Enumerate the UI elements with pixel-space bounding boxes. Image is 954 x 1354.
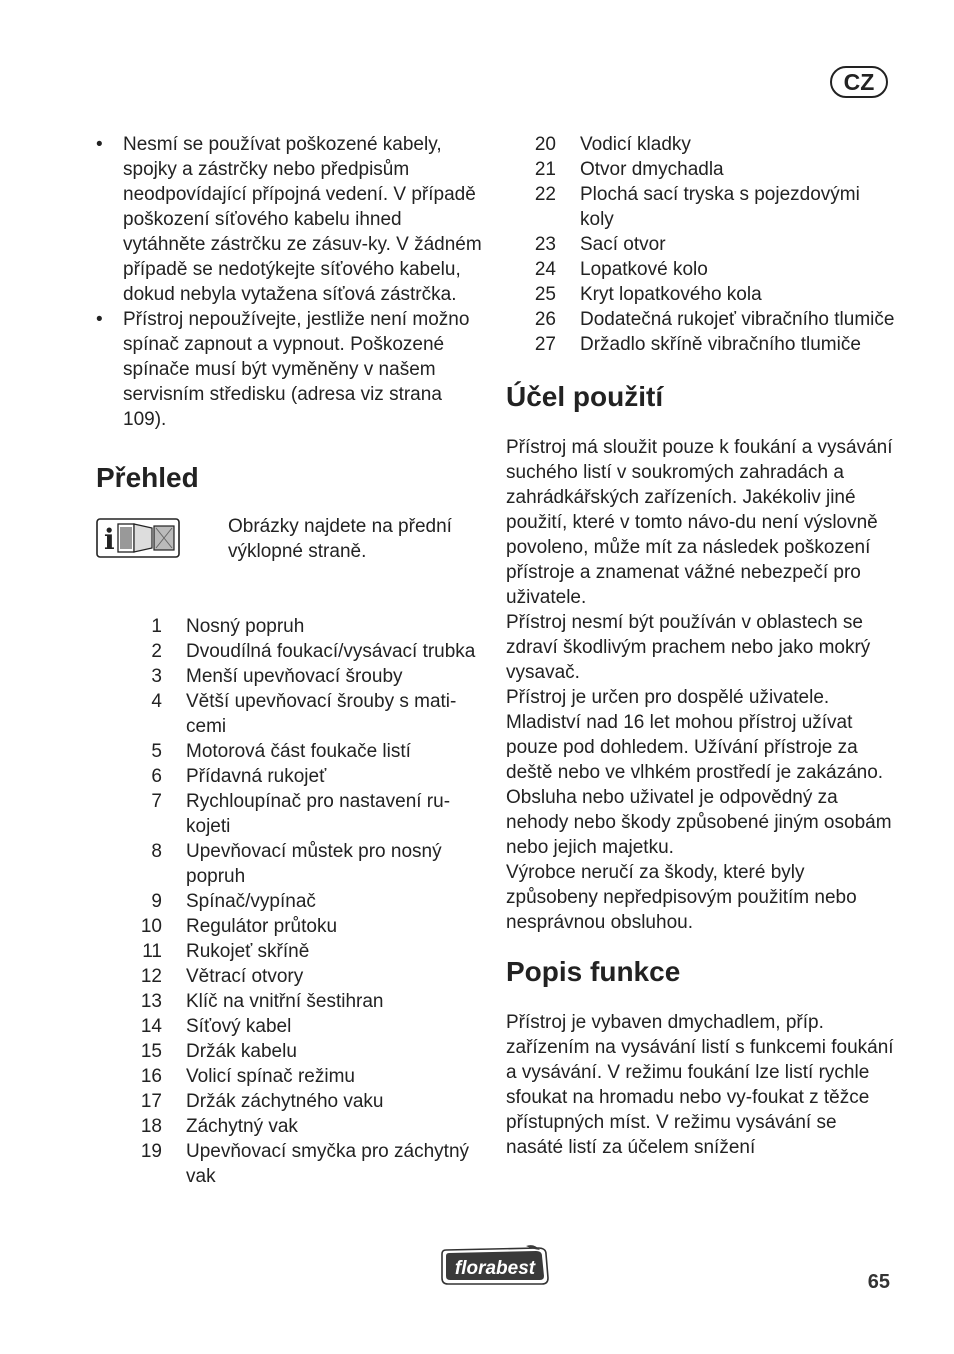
part-label: Rychloupínač pro nastavení ru-kojeti bbox=[186, 791, 451, 837]
part-label: Síťový kabel bbox=[186, 1016, 292, 1037]
florabest-logo bbox=[438, 1244, 552, 1288]
heading-overview: Přehled bbox=[96, 462, 199, 493]
bullet-item: • Přístroj nepoužívejte, jestliže není možno spínač zapnout a vypnout. Poškozené spínače musí být vyměněny v našem servisním středisku (adresa viz strana 109). bbox=[96, 307, 488, 432]
list-item bbox=[490, 332, 898, 357]
page-number: 65 bbox=[867, 1271, 890, 1293]
svg-text:i: i bbox=[104, 523, 115, 556]
part-label: Motorová část foukače listí bbox=[186, 741, 411, 762]
list-item bbox=[96, 1064, 488, 1089]
list-item bbox=[490, 182, 898, 232]
part-label: Kryt lopatkového kola bbox=[580, 284, 762, 305]
part-number: 17 bbox=[140, 1091, 162, 1112]
part-number: 11 bbox=[142, 941, 162, 962]
parts-list-left bbox=[96, 614, 488, 1189]
part-label: Otvor dmychadla bbox=[580, 159, 724, 180]
parts-list-right bbox=[490, 132, 898, 357]
paragraph: Obsluha nebo uživatel je odpovědný za nehody nebo škody způsobené jiným osobám nebo jejich majetku. bbox=[506, 787, 892, 858]
heading-function-description: Popis funkce bbox=[506, 956, 681, 987]
part-number: 21 bbox=[534, 159, 556, 180]
bullet-item: • Nesmí se používat poškozené kabely, spojky a zástrčky nebo předpisům neodpovídající přípojná vedení. V případě poškození síťového kabelu ihned vytáhněte zástrčku ze zásuv-ky. V žádném případě se nedotýkejte síťového kabelu, dokud nebyla vytažena síťová zástrčka. bbox=[96, 132, 488, 307]
part-number: 10 bbox=[140, 916, 162, 937]
part-number: 27 bbox=[534, 334, 556, 355]
part-label: Rukojeť skříně bbox=[186, 941, 310, 962]
list-item bbox=[96, 664, 488, 689]
paragraph: Výrobce neručí za škody, které byly způsobeny nepředpisovým použitím nebo nesprávnou obsluhou. bbox=[506, 862, 857, 933]
part-label: Upevňovací můstek pro nosný popruh bbox=[186, 841, 442, 887]
part-label: Větší upevňovací šrouby s mati-cemi bbox=[186, 691, 457, 737]
list-item bbox=[490, 132, 898, 157]
part-number: 12 bbox=[140, 966, 162, 987]
part-label: Regulátor průtoku bbox=[186, 916, 338, 937]
list-item bbox=[96, 689, 488, 739]
part-label: Volicí spínač režimu bbox=[186, 1066, 355, 1087]
list-item bbox=[96, 914, 488, 939]
part-label: Větrací otvory bbox=[186, 966, 304, 987]
part-number: 7 bbox=[151, 791, 162, 812]
function-description-text bbox=[506, 1010, 898, 1160]
part-number: 26 bbox=[534, 309, 556, 330]
info-foldout-icon bbox=[96, 518, 180, 558]
paragraph: Přístroj nesmí být používán v oblastech se zdraví škodlivým prachem nebo jako mokrý vysavač. bbox=[506, 612, 871, 683]
part-number: 19 bbox=[140, 1141, 162, 1162]
part-number: 6 bbox=[151, 766, 162, 787]
part-label: Sací otvor bbox=[580, 234, 666, 255]
part-label: Držák záchytného vaku bbox=[186, 1091, 384, 1112]
part-number: 9 bbox=[151, 891, 162, 912]
part-number: 13 bbox=[140, 991, 162, 1012]
intended-use-text bbox=[506, 435, 898, 935]
part-label: Upevňovací smyčka pro záchytný vak bbox=[186, 1141, 470, 1187]
list-item bbox=[490, 307, 898, 332]
part-number: 8 bbox=[151, 841, 162, 862]
list-item bbox=[490, 157, 898, 182]
part-label: Plochá sací tryska s pojezdovými koly bbox=[580, 184, 860, 230]
part-label: Nosný popruh bbox=[186, 616, 305, 637]
list-item bbox=[96, 989, 488, 1014]
paragraph: Přístroj je určen pro dospělé uživatele. Mladiství nad 16 let mohou přístroj užívat pouze pod dohledem. Užívání přístroje za deště nebo ve vlhkém prostředí je zakázáno. bbox=[506, 687, 884, 783]
list-item bbox=[96, 789, 488, 839]
part-number: 23 bbox=[534, 234, 556, 255]
part-number: 16 bbox=[140, 1066, 162, 1087]
safety-bullet-list bbox=[96, 132, 488, 432]
part-label: Záchytný vak bbox=[186, 1116, 298, 1137]
part-label: Lopatkové kolo bbox=[580, 259, 708, 280]
heading-intended-use: Účel použití bbox=[506, 381, 664, 412]
part-number: 24 bbox=[534, 259, 556, 280]
part-number: 14 bbox=[140, 1016, 162, 1037]
list-item bbox=[490, 232, 898, 257]
part-label: Dvoudílná foukací/vysávací trubka bbox=[186, 641, 476, 662]
list-item bbox=[96, 1039, 488, 1064]
part-label: Držadlo skříně vibračního tlumiče bbox=[580, 334, 861, 355]
list-item bbox=[96, 1089, 488, 1114]
list-item bbox=[96, 839, 488, 889]
list-item bbox=[96, 764, 488, 789]
part-number: 22 bbox=[534, 184, 556, 205]
part-label: Přídavná rukojeť bbox=[186, 766, 327, 787]
part-number: 25 bbox=[534, 284, 556, 305]
language-badge: CZ bbox=[830, 66, 888, 98]
part-number: 5 bbox=[151, 741, 162, 762]
right-column bbox=[506, 132, 898, 1160]
list-item bbox=[96, 639, 488, 664]
part-number: 20 bbox=[534, 134, 556, 155]
list-item bbox=[96, 939, 488, 964]
paragraph: Přístroj je vybaven dmychadlem, příp. zařízením na vysávání listí s funkcemi foukání a vysávání. V režimu foukání lze listí rychle sfoukat na hromadu nebo vy-foukat z těžce přístupných míst. V režimu vysávání se nasáté listí za účelem snížení bbox=[506, 1012, 894, 1158]
part-label: Menší upevňovací šrouby bbox=[186, 666, 403, 687]
part-number: 1 bbox=[151, 616, 162, 637]
part-number: 15 bbox=[140, 1041, 162, 1062]
paragraph: Přístroj má sloužit pouze k foukání a vysávání suchého listí v soukromých zahradách a zahrádkářských zařízeních. Jakékoliv jiné použití, které v tomto návo-du není výslovně povoleno, může mít za následek poškození přístroje a znamenat vážné nebezpečí pro uživatele. bbox=[506, 437, 893, 608]
info-note bbox=[96, 514, 488, 576]
list-item bbox=[96, 889, 488, 914]
list-item bbox=[490, 282, 898, 307]
list-item bbox=[490, 257, 898, 282]
list-item bbox=[96, 1014, 488, 1039]
part-number: 2 bbox=[151, 641, 162, 662]
part-label: Vodicí kladky bbox=[580, 134, 691, 155]
part-label: Dodatečná rukojeť vibračního tlumiče bbox=[580, 309, 895, 330]
part-number: 3 bbox=[151, 666, 162, 687]
part-number: 4 bbox=[151, 691, 162, 712]
list-item bbox=[96, 739, 488, 764]
part-label: Klíč na vnitřní šestihran bbox=[186, 991, 384, 1012]
list-item bbox=[96, 614, 488, 639]
logo-text: florabest bbox=[454, 1258, 536, 1279]
list-item bbox=[96, 1139, 488, 1189]
part-label: Držák kabelu bbox=[186, 1041, 297, 1062]
part-label: Spínač/vypínač bbox=[186, 891, 316, 912]
left-column bbox=[96, 132, 488, 1189]
list-item bbox=[96, 1114, 488, 1139]
list-item bbox=[96, 964, 488, 989]
info-note-text: Obrázky najdete na přední výklopné straně. bbox=[228, 516, 452, 562]
part-number: 18 bbox=[140, 1116, 162, 1137]
